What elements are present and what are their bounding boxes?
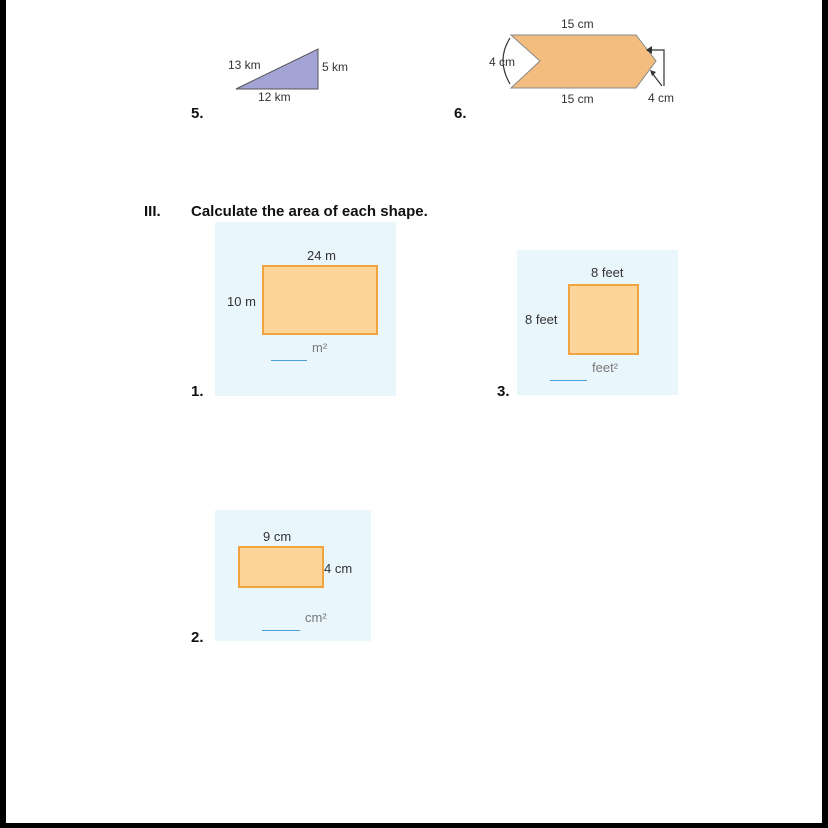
triangle-height-label: 5 km (322, 60, 349, 74)
square-width-label: 8 feet (591, 265, 624, 280)
rectangle-width-label: 24 m (307, 248, 336, 263)
page-border-bottom (0, 823, 828, 828)
arrow-bottom-label: 15 cm (561, 92, 594, 106)
rectangle-height-label: 10 m (227, 294, 256, 309)
answer-unit: feet² (592, 360, 619, 375)
rectangle-shape (262, 265, 378, 335)
square-height-label: 8 feet (525, 312, 558, 327)
problem-number: 1. (191, 383, 204, 400)
arrow-right-label: 4 cm (648, 91, 675, 105)
square-shape (568, 284, 639, 355)
rectangle-height-label: 4 cm (324, 561, 353, 576)
section-title: Calculate the area of each shape. (191, 203, 428, 220)
arrow-shape-figure (0, 0, 828, 130)
problem-number: 5. (191, 105, 204, 122)
section-roman-numeral: III. (144, 203, 161, 220)
triangle-base-label: 12 km (258, 90, 291, 104)
rectangle-width-label: 9 cm (263, 529, 292, 544)
answer-blank[interactable] (550, 380, 587, 381)
rectangle-shape (238, 546, 324, 588)
answer-unit: cm² (305, 610, 327, 625)
problem-number: 6. (454, 105, 467, 122)
arrow-left-label: 4 cm (489, 55, 516, 69)
problem-number: 2. (191, 629, 204, 646)
answer-blank[interactable] (271, 360, 307, 361)
answer-blank[interactable] (262, 630, 300, 631)
problem-number: 3. (497, 383, 510, 400)
answer-unit: m² (312, 340, 328, 355)
arrow-top-label: 15 cm (561, 17, 594, 31)
triangle-hypotenuse-label: 13 km (228, 58, 261, 72)
